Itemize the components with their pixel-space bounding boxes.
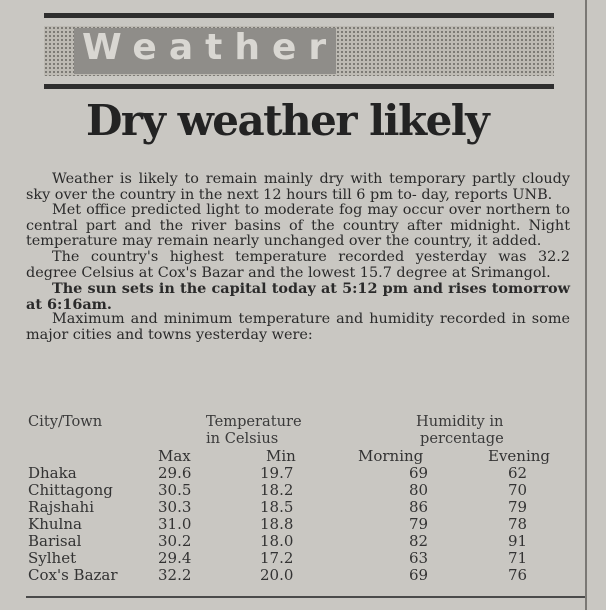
temperature-header-units: in Celsius	[206, 430, 279, 447]
table-row	[28, 465, 568, 482]
table-row	[28, 533, 568, 550]
city-cell: Barisal	[28, 532, 82, 550]
max-cell: 30.5	[158, 481, 192, 499]
evening-subheader: Evening	[488, 447, 551, 465]
min-cell: 18.0	[260, 532, 294, 550]
paragraph: Met office predicted light to moderate fog may occur over northern to central part and the river basins of the country after midnight. Night temperature may remain nearly unchanged over the country, it added.	[26, 202, 570, 250]
min-cell: 18.5	[260, 498, 294, 516]
paragraph: Weather is likely to remain mainly dry with temporary partly cloudy sky over the country in the next 12 hours till 6 pm to- day, reports UNB.	[26, 171, 570, 203]
page-edge	[585, 0, 587, 610]
city-cell: Rajshahi	[28, 498, 94, 516]
table-row	[28, 482, 568, 499]
morning-subheader: Morning	[358, 447, 424, 465]
column-subheaders	[28, 448, 568, 465]
table-row	[28, 550, 568, 567]
morning-cell: 63	[409, 549, 429, 567]
max-cell: 31.0	[158, 515, 192, 533]
section-label: Weather	[82, 27, 339, 68]
temperature-header: Temperature	[206, 413, 302, 430]
max-cell: 32.2	[158, 566, 192, 584]
morning-cell: 69	[409, 566, 429, 584]
headline: Dry weather likely	[86, 96, 489, 145]
section-banner	[44, 26, 554, 76]
max-cell: 30.3	[158, 498, 192, 516]
morning-cell: 69	[409, 464, 429, 482]
min-cell: 19.7	[260, 464, 294, 482]
city-cell: Dhaka	[28, 464, 77, 482]
banner-bottom-rule	[44, 84, 554, 89]
evening-cell: 76	[508, 566, 528, 584]
article-body	[26, 172, 570, 344]
city-cell: Khulna	[28, 515, 82, 533]
max-cell: 29.4	[158, 549, 192, 567]
min-cell: 17.2	[260, 549, 294, 567]
paragraph: The country's highest temperature recorded yesterday was 32.2 degree Celsius at Cox's Bazar and the lowest 15.7 degree at Srimangol.	[26, 248, 570, 281]
max-cell: 29.6	[158, 464, 192, 482]
evening-cell: 62	[508, 464, 528, 482]
max-cell: 30.2	[158, 532, 192, 550]
city-cell: Cox's Bazar	[28, 566, 118, 584]
table-row	[28, 516, 568, 533]
morning-cell: 82	[409, 532, 429, 550]
humidity-header: Humidity in	[416, 413, 504, 430]
evening-cell: 70	[508, 481, 528, 499]
paragraph: Maximum and minimum temperature and humidity recorded in some major cities and towns yesterday were:	[26, 311, 570, 343]
min-cell: 18.2	[260, 481, 294, 499]
max-subheader: Max	[158, 447, 191, 465]
morning-cell: 79	[409, 515, 429, 533]
min-cell: 20.0	[260, 566, 294, 584]
paragraph-sunset: The sun sets in the capital today at 5:12 pm and rises tomorrow at 6:16am.	[26, 280, 570, 313]
morning-cell: 86	[409, 498, 429, 516]
top-rule	[44, 13, 554, 18]
morning-cell: 80	[409, 481, 429, 499]
min-cell: 18.8	[260, 515, 294, 533]
evening-cell: 91	[508, 532, 528, 550]
city-header: City/Town	[28, 413, 103, 430]
city-cell: Chittagong	[28, 481, 113, 499]
city-cell: Sylhet	[28, 549, 77, 567]
bottom-rule	[26, 596, 586, 598]
humidity-header-units: percentage	[420, 430, 504, 447]
min-subheader: Min	[266, 447, 296, 465]
evening-cell: 78	[508, 515, 528, 533]
evening-cell: 71	[508, 549, 528, 567]
table-row	[28, 567, 568, 584]
evening-cell: 79	[508, 498, 528, 516]
table-row	[28, 499, 568, 516]
